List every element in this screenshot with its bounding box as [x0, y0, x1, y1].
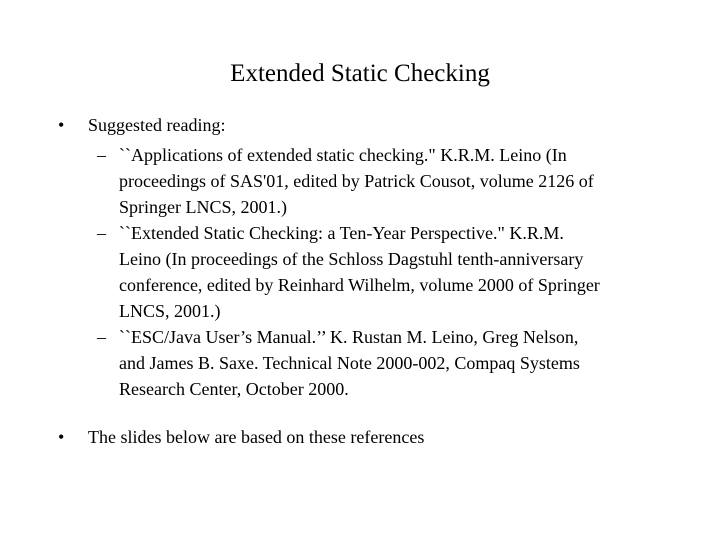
text-line: Leino (In proceedings of the Schloss Dagstuhl tenth-anniversary [119, 249, 584, 269]
text-line: conference, edited by Reinhard Wilhelm, volume 2000 of Springer [119, 275, 600, 295]
text-line: proceedings of SAS'01, edited by Patrick Cousot, volume 2126 of [119, 171, 594, 191]
bullet-marker: • [58, 115, 65, 135]
text-line: LNCS, 2001.) [119, 301, 221, 321]
text-line: ``Applications of extended static checking." K.R.M. Leino (In [119, 145, 567, 165]
text-line: ``Extended Static Checking: a Ten-Year Perspective." K.R.M. [119, 223, 564, 243]
reading-item-applications [97, 142, 677, 220]
reading-item-text [119, 324, 677, 402]
dash-marker: – [97, 145, 106, 165]
reading-list [97, 142, 677, 402]
text-line: Research Center, October 2000. [119, 379, 349, 399]
bullet-slides-note [58, 425, 424, 449]
text-line: ``ESC/Java User’s Manual.’’ K. Rustan M. Leino, Greg Nelson, [119, 327, 579, 347]
reading-item-ten-year-perspective [97, 220, 677, 324]
dash-marker: – [97, 327, 106, 347]
bullet-text: The slides below are based on these references [88, 427, 425, 447]
text-line: and James B. Saxe. Technical Note 2000-002, Compaq Systems [119, 353, 580, 373]
bullet-suggested-reading [58, 113, 225, 137]
text-line: Springer LNCS, 2001.) [119, 197, 287, 217]
slide-title: Extended Static Checking [230, 60, 490, 87]
dash-marker: – [97, 223, 106, 243]
reading-item-text [119, 220, 677, 324]
bullet-marker: • [58, 427, 65, 447]
bullet-text: Suggested reading: [88, 115, 226, 135]
reading-item-esc-java-manual [97, 324, 677, 402]
reading-item-text [119, 142, 677, 220]
